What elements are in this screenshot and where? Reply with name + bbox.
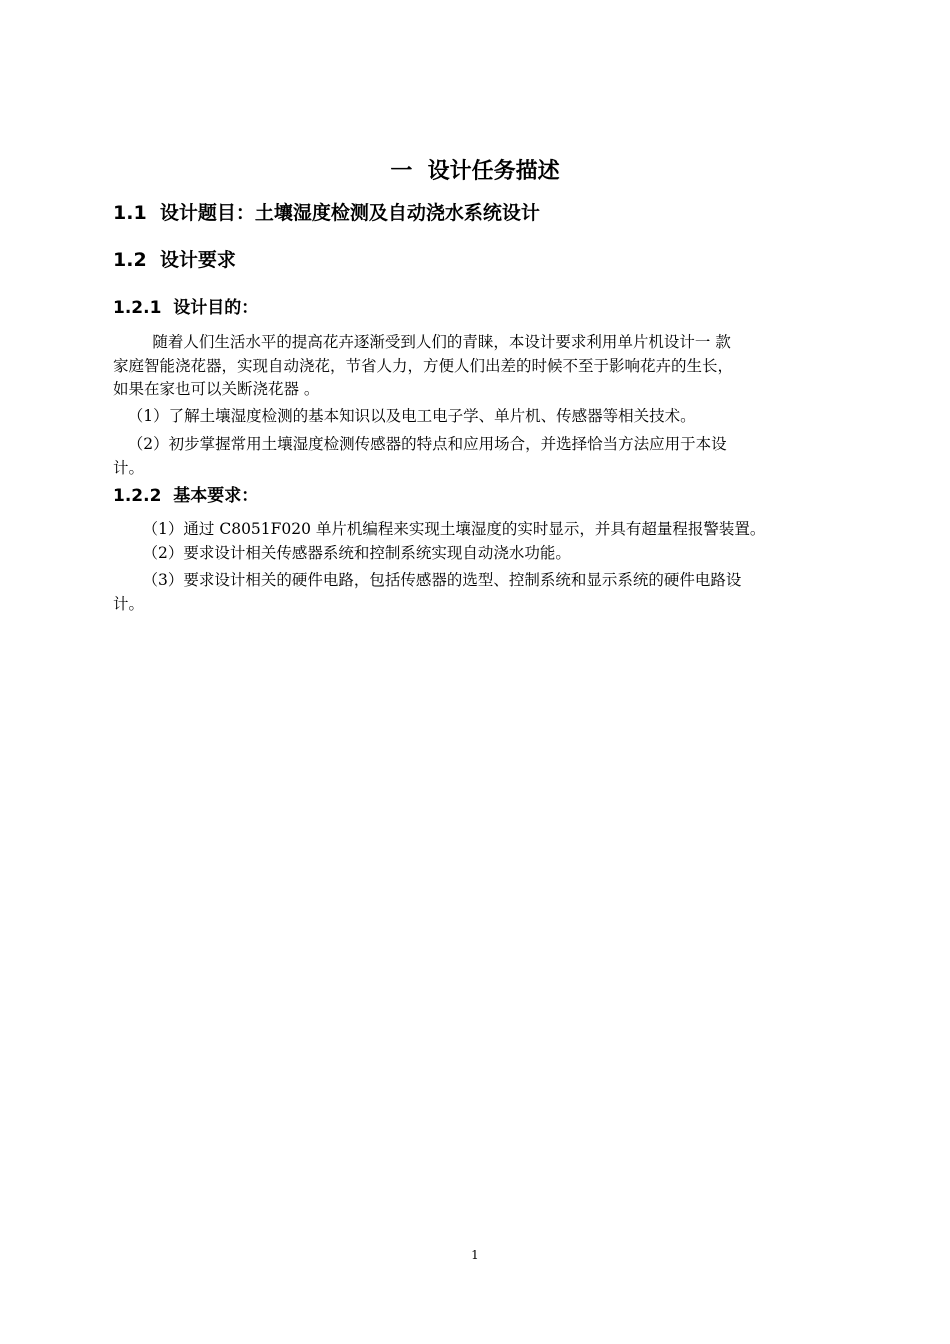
section-heading-1-1 <box>113 199 540 227</box>
section-number: 1.2.1 <box>113 298 162 318</box>
item-line: （1）了解土壤湿度检测的基本知识以及电工电子学、单片机、传感器等相关技术。 <box>113 407 696 425</box>
basic-requirement-item-2 <box>113 542 861 566</box>
chapter-title: 一 设计任务描述 <box>390 159 560 184</box>
paragraph-line: 家庭智能浇花器，实现自动浇花，节省人力，方便人们出差的时候不至于影响花卉的生长， <box>113 356 734 375</box>
item-line: 计。 <box>113 594 145 613</box>
page-number: 1 <box>471 1248 479 1262</box>
item-line: （2）要求设计相关传感器系统和控制系统实现自动浇水功能。 <box>113 544 571 562</box>
basic-requirement-item-1 <box>113 518 861 542</box>
section-heading-1-2 <box>113 246 236 274</box>
paragraph-line: 如果在家也可以关断浇花器 。 <box>113 380 320 398</box>
section-number: 1.2.2 <box>113 486 162 506</box>
purpose-item-2 <box>113 433 861 480</box>
basic-requirement-item-3 <box>113 569 861 616</box>
item-line: （2）初步掌握常用土壤湿度检测传感器的特点和应用场合，并选择恰当方法应用于本设 <box>113 435 727 453</box>
section-heading-1-2-1 <box>113 295 258 321</box>
item-line: （1）通过 C8051F020 单片机编程来实现土壤湿度的实时显示，并具有超量程报警装置。 <box>113 520 766 538</box>
section-number: 1.2 <box>113 249 147 271</box>
section-title: 设计目的： <box>173 298 259 318</box>
purpose-paragraph <box>113 331 861 402</box>
item-line: （3）要求设计相关的硬件电路，包括传感器的选型、控制系统和显示系统的硬件电路设 <box>113 571 742 589</box>
section-heading-1-2-2 <box>113 483 258 509</box>
paragraph-line: 随着人们生活水平的提高花卉逐渐受到人们的青睐，本设计要求利用单片机设计一 款 <box>113 333 731 351</box>
section-number: 1.1 <box>113 202 147 224</box>
section-title: 基本要求： <box>173 486 259 506</box>
purpose-item-1 <box>113 405 861 429</box>
section-title: 设计题目：土壤湿度检测及自动浇水系统设计 <box>159 202 540 224</box>
item-line: 计。 <box>113 458 145 477</box>
section-title: 设计要求 <box>159 249 236 271</box>
